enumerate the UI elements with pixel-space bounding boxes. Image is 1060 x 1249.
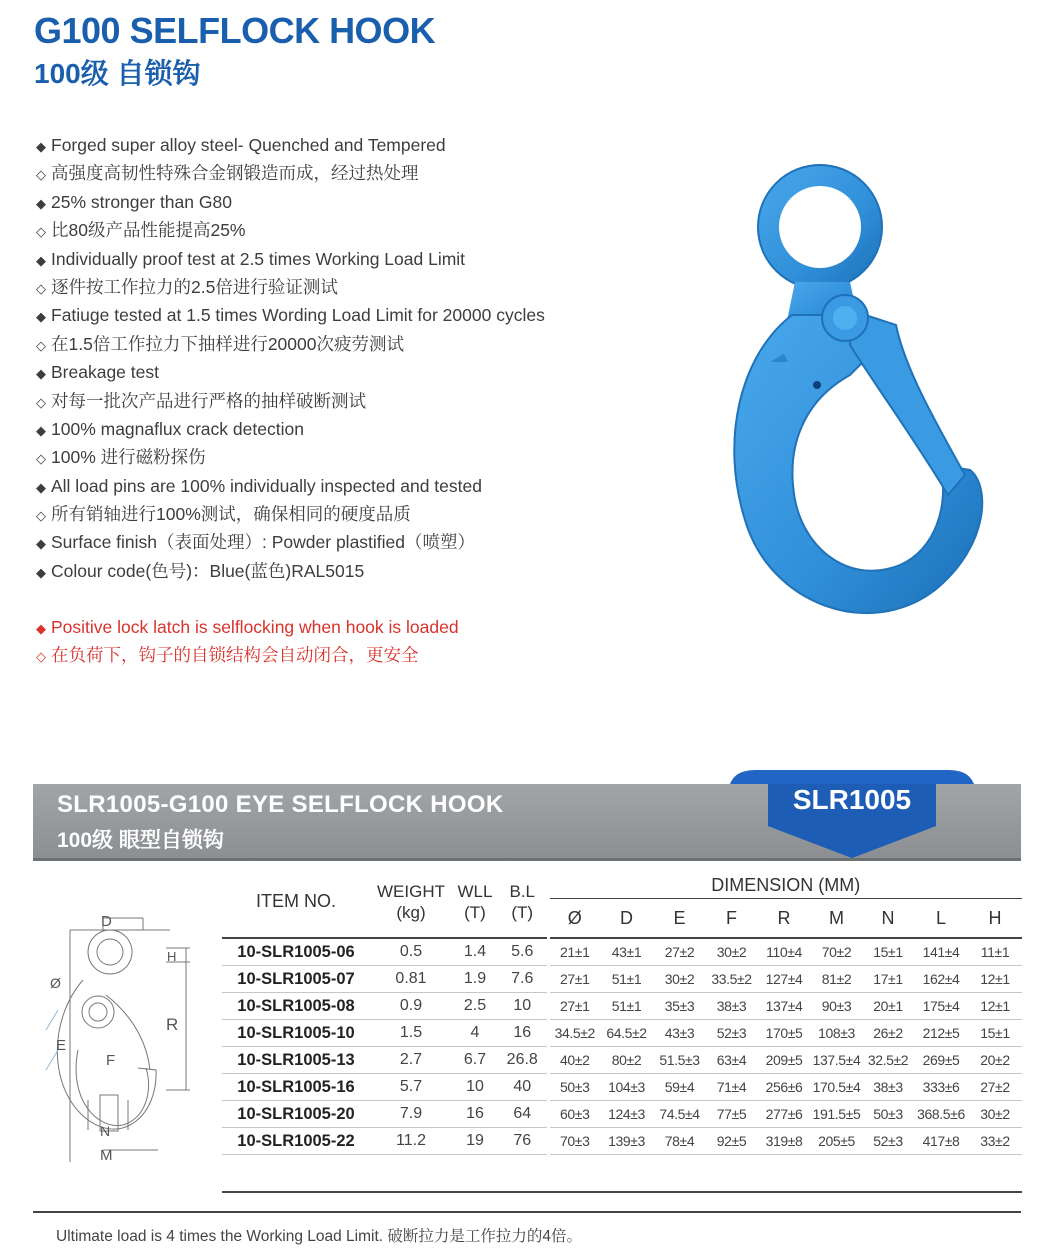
table-cell: 20±2 <box>968 1047 1022 1074</box>
bullet-marker: ◇ <box>36 337 46 353</box>
header-item-no: ITEM NO. <box>256 891 336 911</box>
table-cell: 60±3 <box>548 1101 600 1128</box>
bullet-marker: ◆ <box>36 309 46 325</box>
table-cell: 90±3 <box>811 993 862 1020</box>
header-bl-line2: (T) <box>511 902 534 922</box>
banner-subtitle-cn: 100级 眼型自锁钩 <box>57 829 224 852</box>
table-cell: 277±6 <box>757 1101 811 1128</box>
bullet-marker: ◇ <box>36 394 46 410</box>
table-cell: 12±1 <box>968 993 1022 1020</box>
table-cell: 15±1 <box>862 938 914 966</box>
item-number-cell: 10-SLR1005-20 <box>222 1101 370 1128</box>
table-cell: 30±2 <box>706 938 757 966</box>
table-cell: 209±5 <box>757 1047 811 1074</box>
header-weight-line2: (kg) <box>396 902 426 922</box>
table-cell: 2.7 <box>370 1047 452 1074</box>
table-cell: 141±4 <box>914 938 968 966</box>
selflock-hook-image <box>700 140 1000 660</box>
dim-label-e: E <box>56 1037 67 1054</box>
feature-text: 高强度高韧性特殊合金钢锻造而成，经过热处理 <box>51 163 419 184</box>
table-cell: 10 <box>498 993 548 1020</box>
spec-table-body <box>222 938 1022 1192</box>
table-cell: 27±2 <box>653 938 706 966</box>
feature-item <box>36 528 656 556</box>
table-cell: 1.9 <box>452 966 498 993</box>
feature-item <box>36 387 656 415</box>
feature-text: Breakage test <box>51 362 159 383</box>
bullet-marker: ◆ <box>36 366 46 382</box>
dim-label-d: D <box>101 913 112 930</box>
table-cell: 19 <box>452 1128 498 1155</box>
table-cell: 319±8 <box>757 1128 811 1155</box>
table-cell: 64 <box>498 1101 548 1128</box>
safety-note-text: 在负荷下，钩子的自锁结构会自动闭合，更安全 <box>51 645 419 666</box>
table-cell: 70±3 <box>548 1128 600 1155</box>
feature-text: Fatiuge tested at 1.5 times Wording Load Limit for 20000 cycles <box>51 305 545 326</box>
feature-item <box>36 472 656 500</box>
table-row <box>222 1020 1022 1047</box>
table-cell: 27±1 <box>548 966 600 993</box>
hook-dimension-diagram <box>28 900 198 1165</box>
header-bl <box>498 866 548 938</box>
feature-text: 100% 进行磁粉探伤 <box>51 447 206 468</box>
header-weight <box>370 866 452 938</box>
table-cell: 43±3 <box>653 1020 706 1047</box>
bullet-marker: ◇ <box>36 280 46 296</box>
dim-label-h: H <box>167 949 177 964</box>
header-dim-m: M <box>829 907 844 928</box>
safety-note <box>36 641 459 669</box>
table-cell: 63±4 <box>706 1047 757 1074</box>
table-cell: 71±4 <box>706 1074 757 1101</box>
table-row <box>222 1074 1022 1101</box>
feature-text: 逐件按工作拉力的2.5倍进行验证测试 <box>51 276 338 297</box>
table-cell: 64.5±2 <box>600 1020 653 1047</box>
bullet-marker: ◇ <box>36 224 46 240</box>
table-cell: 0.9 <box>370 993 452 1020</box>
table-cell: 80±2 <box>600 1047 653 1074</box>
table-blank-row <box>222 1155 1022 1193</box>
table-row <box>222 1047 1022 1074</box>
header-dim-d: D <box>620 907 633 928</box>
table-cell: 40 <box>498 1074 548 1101</box>
table-cell: 368.5±6 <box>914 1101 968 1128</box>
table-cell: 92±5 <box>706 1128 757 1155</box>
table-row <box>222 966 1022 993</box>
dim-label-n: N <box>100 1123 111 1139</box>
bullet-marker: ◆ <box>36 621 46 636</box>
table-cell: 269±5 <box>914 1047 968 1074</box>
table-cell: 175±4 <box>914 993 968 1020</box>
header-dim-f: F <box>726 907 737 928</box>
feature-text: 在1.5倍工作拉力下抽样进行20000次疲劳测试 <box>51 333 404 354</box>
safety-note <box>36 613 459 641</box>
feature-item <box>36 216 656 244</box>
dim-label-m: M <box>100 1147 113 1164</box>
hook-latch <box>850 310 965 495</box>
table-cell: 77±5 <box>706 1101 757 1128</box>
table-cell: 74.5±4 <box>653 1101 706 1128</box>
hook-pivot-pin-center <box>833 306 857 330</box>
model-tab-label: SLR1005 <box>792 784 912 815</box>
header-bl-line1: B.L <box>509 881 536 901</box>
safety-note-text: Positive lock latch is selflocking when hook is loaded <box>51 617 459 637</box>
dim-label-f: F <box>106 1052 116 1069</box>
dim-label-r: R <box>166 1015 179 1034</box>
table-cell: 170±5 <box>757 1020 811 1047</box>
feature-text: Surface finish（表面处理）: Powder plastified（喷塑） <box>51 532 476 553</box>
feature-item <box>36 500 656 528</box>
table-cell: 70±2 <box>811 938 862 966</box>
dim-label-o: Ø <box>50 975 61 991</box>
item-number-cell: 10-SLR1005-13 <box>222 1047 370 1074</box>
table-cell: 52±3 <box>706 1020 757 1047</box>
table-row <box>222 1128 1022 1155</box>
bullet-marker: ◆ <box>36 195 46 211</box>
header-dimension: DIMENSION (MM) <box>548 866 1022 899</box>
table-cell: 256±6 <box>757 1074 811 1101</box>
feature-text: Forged super alloy steel- Quenched and Tempered <box>51 135 446 155</box>
table-cell: 137.5±4 <box>811 1047 862 1074</box>
item-number-cell: 10-SLR1005-08 <box>222 993 370 1020</box>
table-cell: 108±3 <box>811 1020 862 1047</box>
table-cell: 27±1 <box>548 993 600 1020</box>
feature-item <box>36 131 656 159</box>
feature-text: 100% magnaflux crack detection <box>51 418 304 439</box>
table-cell: 30±2 <box>653 966 706 993</box>
safety-note-list <box>36 613 459 670</box>
table-cell: 104±3 <box>600 1074 653 1101</box>
feature-item <box>36 443 656 471</box>
table-cell: 33.5±2 <box>706 966 757 993</box>
feature-item <box>36 159 656 187</box>
table-cell: 4 <box>452 1020 498 1047</box>
table-cell: 26.8 <box>498 1047 548 1074</box>
table-cell: 333±6 <box>914 1074 968 1101</box>
feature-item <box>36 301 656 329</box>
table-cell: 78±4 <box>653 1128 706 1155</box>
table-cell: 40±2 <box>548 1047 600 1074</box>
header-wll <box>452 866 498 938</box>
header-dim-h: H <box>988 907 1002 928</box>
feature-item <box>36 415 656 443</box>
table-cell: 212±5 <box>914 1020 968 1047</box>
table-cell: 0.81 <box>370 966 452 993</box>
feature-item <box>36 557 656 585</box>
table-cell: 51.5±3 <box>653 1047 706 1074</box>
table-cell: 170.5±4 <box>811 1074 862 1101</box>
table-cell: 81±2 <box>811 966 862 993</box>
feature-item <box>36 358 656 386</box>
header-dim-e: E <box>673 907 686 928</box>
table-cell: 127±4 <box>757 966 811 993</box>
table-cell: 15±1 <box>968 1020 1022 1047</box>
feature-item <box>36 188 656 216</box>
table-cell: 11±1 <box>968 938 1022 966</box>
table-cell: 137±4 <box>757 993 811 1020</box>
bullet-marker: ◆ <box>36 139 46 154</box>
table-cell: 76 <box>498 1128 548 1155</box>
table-cell: 38±3 <box>862 1074 914 1101</box>
bullet-marker: ◆ <box>36 564 46 580</box>
feature-item <box>36 273 656 301</box>
table-cell: 59±4 <box>653 1074 706 1101</box>
item-number-cell: 10-SLR1005-06 <box>222 938 370 966</box>
table-blank-cell <box>222 1155 1022 1193</box>
table-cell: 5.7 <box>370 1074 452 1101</box>
table-cell: 205±5 <box>811 1128 862 1155</box>
header-wll-line1: WLL <box>457 881 493 901</box>
table-cell: 124±3 <box>600 1101 653 1128</box>
page-title: G100 SELFLOCK HOOK <box>34 10 436 51</box>
table-cell: 0.5 <box>370 938 452 966</box>
item-number-cell: 10-SLR1005-16 <box>222 1074 370 1101</box>
table-cell: 30±2 <box>968 1101 1022 1128</box>
table-row <box>222 1101 1022 1128</box>
table-cell: 20±1 <box>862 993 914 1020</box>
table-cell: 1.5 <box>370 1020 452 1047</box>
item-number-cell: 10-SLR1005-07 <box>222 966 370 993</box>
feature-list <box>36 131 656 585</box>
hook-lock-hole <box>813 381 821 389</box>
table-cell: 7.6 <box>498 966 548 993</box>
feature-item <box>36 330 656 358</box>
table-cell: 6.7 <box>452 1047 498 1074</box>
footnote: Ultimate load is 4 times the Working Load Limit. 破断拉力是工作拉力的4倍。 <box>56 1228 583 1245</box>
header-weight-line1: WEIGHT <box>377 881 445 901</box>
table-cell: 16 <box>452 1101 498 1128</box>
table-cell: 50±3 <box>548 1074 600 1101</box>
table-cell: 17±1 <box>862 966 914 993</box>
item-number-cell: 10-SLR1005-22 <box>222 1128 370 1155</box>
bullet-marker: ◇ <box>36 649 46 665</box>
feature-text: 对每一批次产品进行严格的抽样破断测试 <box>51 390 366 411</box>
header-wll-line2: (T) <box>464 902 486 922</box>
table-cell: 21±1 <box>548 938 600 966</box>
item-number-cell: 10-SLR1005-10 <box>222 1020 370 1047</box>
table-cell: 2.5 <box>452 993 498 1020</box>
table-cell: 43±1 <box>600 938 653 966</box>
table-cell: 417±8 <box>914 1128 968 1155</box>
table-row <box>222 993 1022 1020</box>
header-dim-r: R <box>777 907 791 928</box>
banner-title: SLR1005-G100 EYE SELFLOCK HOOK <box>57 791 504 818</box>
table-cell: 7.9 <box>370 1101 452 1128</box>
table-cell: 32.5±2 <box>862 1047 914 1074</box>
feature-item <box>36 245 656 273</box>
table-cell: 110±4 <box>757 938 811 966</box>
hook-eye-hole <box>779 186 861 268</box>
feature-text: 所有销轴进行100%测试，确保相同的硬度品质 <box>51 504 411 525</box>
table-cell: 52±3 <box>862 1128 914 1155</box>
table-cell: 191.5±5 <box>811 1101 862 1128</box>
bullet-marker: ◆ <box>36 479 46 495</box>
feature-text: 比80级产品性能提高25% <box>51 220 246 241</box>
bottom-rule <box>33 1211 1021 1213</box>
table-cell: 34.5±2 <box>548 1020 600 1047</box>
table-cell: 5.6 <box>498 938 548 966</box>
table-cell: 35±3 <box>653 993 706 1020</box>
table-cell: 162±4 <box>914 966 968 993</box>
page-subtitle-cn: 100级 自锁钩 <box>34 58 201 89</box>
feature-text: 25% stronger than G80 <box>51 191 232 212</box>
header-dim-l: L <box>935 907 946 928</box>
table-cell: 38±3 <box>706 993 757 1020</box>
table-cell: 12±1 <box>968 966 1022 993</box>
bullet-marker: ◆ <box>36 422 46 438</box>
table-row <box>222 938 1022 966</box>
header-dim-n: N <box>881 907 895 928</box>
table-cell: 51±1 <box>600 966 653 993</box>
table-cell: 27±2 <box>968 1074 1022 1101</box>
table-cell: 11.2 <box>370 1128 452 1155</box>
table-cell: 50±3 <box>862 1101 914 1128</box>
table-cell: 33±2 <box>968 1128 1022 1155</box>
bullet-marker: ◆ <box>36 536 46 552</box>
header-dim-o: Ø <box>548 899 600 939</box>
table-cell: 1.4 <box>452 938 498 966</box>
table-cell: 26±2 <box>862 1020 914 1047</box>
bullet-marker: ◇ <box>36 167 46 183</box>
table-cell: 10 <box>452 1074 498 1101</box>
table-cell: 16 <box>498 1020 548 1047</box>
table-cell: 139±3 <box>600 1128 653 1155</box>
table-cell: 51±1 <box>600 993 653 1020</box>
feature-text: Individually proof test at 2.5 times Working Load Limit <box>51 248 466 269</box>
bullet-marker: ◆ <box>36 252 46 268</box>
bullet-marker: ◇ <box>36 508 46 524</box>
feature-text: Colour code(色号)：Blue(蓝色)RAL5015 <box>51 560 365 581</box>
feature-text: All load pins are 100% individually inspected and tested <box>51 475 482 496</box>
spec-table <box>222 866 1022 1193</box>
bullet-marker: ◇ <box>36 451 46 467</box>
